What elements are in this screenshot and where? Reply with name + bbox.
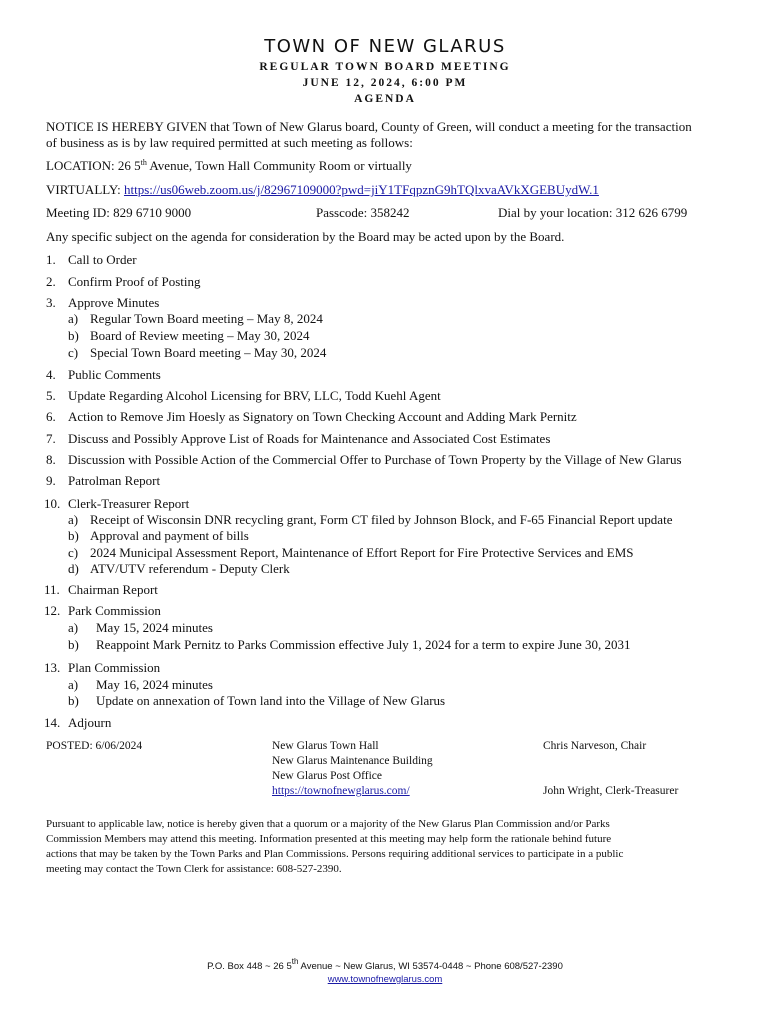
agenda-num: 12. (44, 603, 61, 618)
sub-letter: c) (68, 345, 79, 360)
agenda-item: Update Regarding Alcohol Licensing for BRV, LLC, Todd Kuehl Agent (68, 388, 441, 403)
agenda-num: 8. (46, 452, 56, 467)
sub-letter: a) (68, 512, 79, 527)
town-title: TOWN OF NEW GLARUS (264, 36, 506, 57)
location-sup: th (140, 158, 147, 167)
notice-line-2: of business as is by law required permitted at such meeting as follows: (46, 135, 413, 150)
footer-sup: th (291, 957, 299, 966)
agenda-num: 3. (46, 295, 56, 310)
agenda-num: 14. (44, 715, 61, 730)
location-prefix: LOCATION: 26 5 (46, 158, 141, 173)
agenda-num: 9. (46, 473, 56, 488)
dial-in: Dial by your location: 312 626 6799 (498, 205, 688, 220)
agenda-num: 13. (44, 660, 61, 675)
meeting-passcode: Passcode: 358242 (316, 205, 410, 220)
sub-item: Approval and payment of bills (90, 528, 249, 543)
meeting-type: REGULAR TOWN BOARD MEETING (259, 61, 511, 73)
footer-address (0, 957, 770, 972)
agenda-heading: AGENDA (354, 93, 416, 105)
sub-letter: a) (68, 620, 79, 635)
footer-suffix: Avenue ~ New Glarus, WI 53574-0448 ~ Phone 608/527-2390 (298, 961, 563, 972)
footer-prefix: P.O. Box 448 ~ 26 5 (207, 961, 292, 972)
agenda-num: 11. (44, 582, 60, 597)
meeting-id: Meeting ID: 829 6710 9000 (46, 205, 192, 220)
sub-item: Board of Review meeting – May 30, 2024 (90, 328, 310, 343)
agenda-num: 7. (46, 431, 56, 446)
posted-date: POSTED: 6/06/2024 (46, 740, 143, 752)
sub-letter: b) (68, 693, 79, 708)
agenda-item: Call to Order (68, 252, 137, 267)
sub-letter: c) (68, 545, 79, 560)
sub-item: May 15, 2024 minutes (96, 620, 213, 635)
subject-note: Any specific subject on the agenda for consideration by the Board may be acted upon by the Board. (46, 229, 565, 244)
zoom-link[interactable]: https://us06web.zoom.us/j/82967109000?pwd=jiY1TFqpznG9hTQlxvaAVkXGEBUydW.1 (123, 182, 599, 197)
sub-letter: a) (68, 677, 79, 692)
sub-letter: d) (68, 561, 79, 576)
clerk-name: John Wright, Clerk-Treasurer (543, 785, 679, 797)
agenda-item: Chairman Report (68, 582, 158, 597)
sub-item: Update on annexation of Town land into the Village of New Glarus (96, 693, 446, 708)
posting-location: New Glarus Town Hall (272, 740, 379, 752)
footer-website-link[interactable]: www.townofnewglarus.com (327, 974, 443, 985)
agenda-item: Patrolman Report (68, 473, 161, 488)
agenda-item: Action to Remove Jim Hoesly as Signatory on Town Checking Account and Adding Mark Pernitz (68, 409, 577, 424)
agenda-num: 5. (46, 388, 56, 403)
agenda-num: 4. (46, 367, 56, 382)
notice-line-1: NOTICE IS HEREBY GIVEN that Town of New Glarus board, County of Green, will conduct a meeting for the transaction (46, 119, 692, 134)
sub-letter: b) (68, 528, 79, 543)
agenda-num: 2. (46, 274, 56, 289)
agenda-num: 6. (46, 409, 56, 424)
agenda-num: 10. (44, 496, 61, 511)
virtual-line (46, 182, 599, 198)
legal-notice-line: Pursuant to applicable law, notice is hereby given that a quorum or a majority of the New Glarus Plan Commission and/or Parks (46, 818, 610, 830)
virtual-label: VIRTUALLY: (46, 182, 124, 197)
location-suffix: Avenue, Town Hall Community Room or virtually (146, 158, 412, 173)
meeting-date: JUNE 12, 2024, 6:00 PM (302, 77, 468, 89)
town-website-link[interactable]: https://townofnewglarus.com/ (272, 785, 410, 797)
agenda-item: Clerk-Treasurer Report (68, 496, 190, 511)
agenda-item: Park Commission (68, 603, 161, 618)
sub-letter: b) (68, 637, 79, 652)
sub-item: May 16, 2024 minutes (96, 677, 213, 692)
posting-location: New Glarus Maintenance Building (272, 755, 433, 767)
chair-name: Chris Narveson, Chair (543, 740, 647, 752)
posting-location: New Glarus Post Office (272, 770, 382, 782)
sub-item: Receipt of Wisconsin DNR recycling grant, Form CT filed by Johnson Block, and F-65 Financial Report update (90, 512, 673, 527)
legal-notice-line: Commission Members may attend this meeting. Information presented at this meeting may help form the rationale behind future (46, 833, 612, 845)
location-line (46, 158, 412, 174)
legal-notice-line: meeting may contact the Town Clerk for assistance: 608-527-2390. (46, 863, 342, 875)
agenda-item: Public Comments (68, 367, 161, 382)
agenda-num: 1. (46, 252, 56, 267)
footer-link-row (0, 974, 770, 985)
sub-item: Reappoint Mark Pernitz to Parks Commission effective July 1, 2024 for a term to expire June 30, 2031 (96, 637, 631, 652)
sub-letter: b) (68, 328, 79, 343)
sub-item: Regular Town Board meeting – May 8, 2024 (90, 311, 323, 326)
agenda-item: Adjourn (68, 715, 112, 730)
sub-letter: a) (68, 311, 79, 326)
agenda-item: Approve Minutes (68, 295, 160, 310)
legal-notice-line: actions that may be taken by the Town Parks and Plan Commissions. Persons requiring additional services to participate in a public (46, 848, 624, 860)
agenda-item: Confirm Proof of Posting (68, 274, 201, 289)
agenda-item: Plan Commission (68, 660, 161, 675)
sub-item: 2024 Municipal Assessment Report, Maintenance of Effort Report for Fire Protective Services and EMS (90, 545, 634, 560)
agenda-item: Discuss and Possibly Approve List of Roads for Maintenance and Associated Cost Estimates (68, 431, 551, 446)
sub-item: ATV/UTV referendum - Deputy Clerk (90, 561, 290, 576)
agenda-item: Discussion with Possible Action of the Commercial Offer to Purchase of Town Property by the Village of New Glarus (68, 452, 682, 467)
sub-item: Special Town Board meeting – May 30, 2024 (90, 345, 327, 360)
